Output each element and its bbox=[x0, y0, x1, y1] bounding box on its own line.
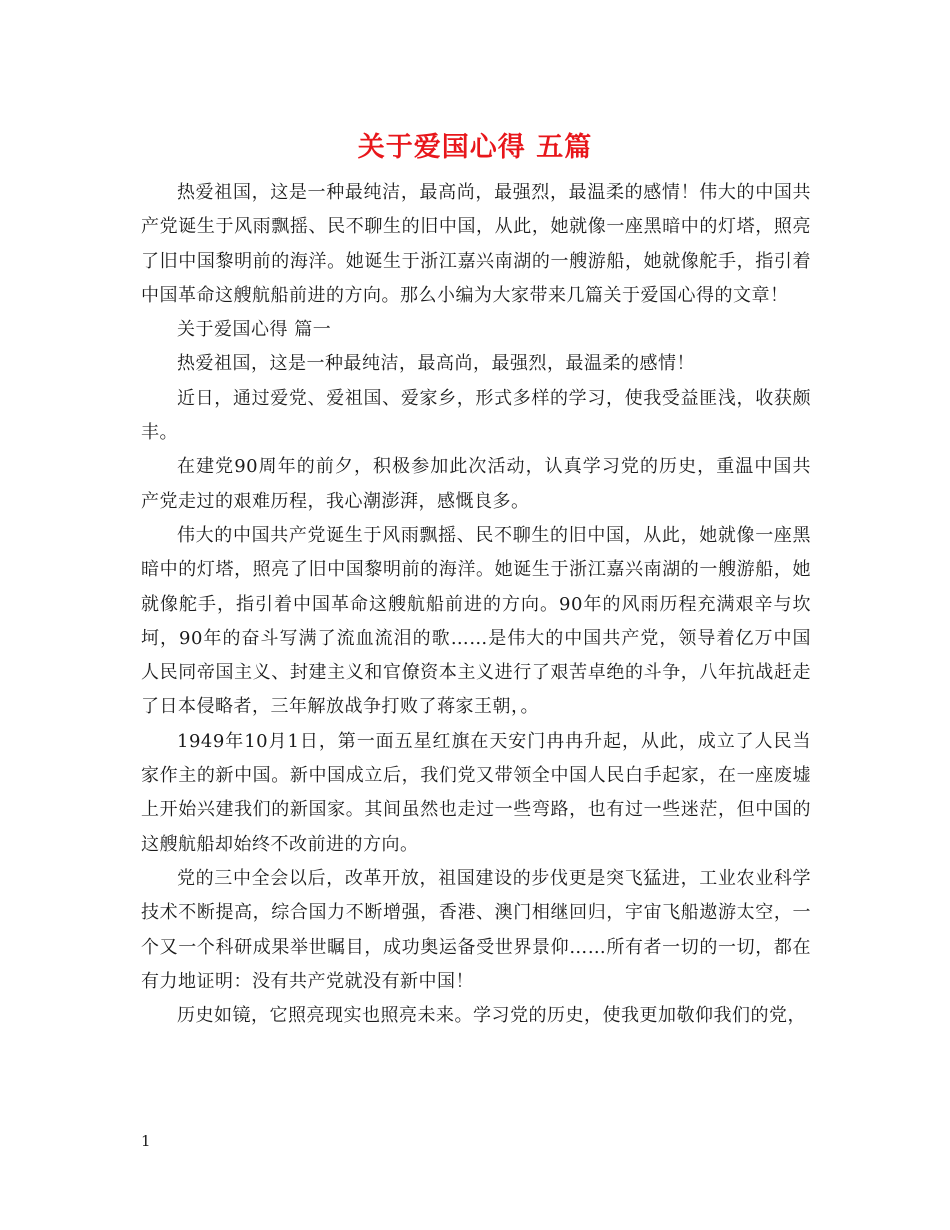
body-paragraph: 近日，通过爱党、爱祖国、爱家乡，形式多样的学习，使我受益匪浅，收获颇丰。 bbox=[141, 387, 811, 444]
body-paragraph: 伟大的中国共产党诞生于风雨飘摇、民不聊生的旧中国，从此，她就像一座黑暗中的灯塔，照亮了旧中国黎明前的海洋。她诞生于浙江嘉兴南湖的一艘游船，她就像舵手，指引着中国革命这艘航船前进的方向。90年的风雨历程充满艰辛与坎坷，90年的奋斗写满了流血流泪的歌……是伟大的中国共产党，领导着亿万中国人民同帝国主义、封建主义和官僚资本主义进行了艰苦卓绝的斗争，八年抗战赶走了日本侵略者，三年解放战争打败了蒋家王朝，。 bbox=[141, 524, 811, 718]
body-paragraph: 热爱祖国，这是一种最纯洁，最高尚，最强烈，最温柔的感情！ bbox=[177, 353, 695, 375]
section-heading: 关于爱国心得 篇一 bbox=[177, 319, 332, 341]
body-paragraph: 在建党90周年的前夕，积极参加此次活动，认真学习党的历史，重温中国共产党走过的艰难历程，我心潮澎湃，感慨良多。 bbox=[141, 456, 811, 512]
page-number: 1 bbox=[141, 1132, 151, 1150]
intro-paragraph: 热爱祖国，这是一种最纯洁，最高尚，最强烈，最温柔的感情！伟大的中国共产党诞生于风雨飘摇、民不聊生的旧中国，从此，她就像一座黑暗中的灯塔，照亮了旧中国黎明前的海洋。她诞生于浙江嘉兴南湖的一艘游船，她就像舵手，指引着中国革命这艘航船前进的方向。那么小编为大家带来几篇关于爱国心得的文章！ bbox=[141, 182, 811, 306]
body-paragraph: 1949年10月1日，第一面五星红旗在天安门冉冉升起，从此，成立了人民当家作主的新中国。新中国成立后，我们党又带领全中国人民白手起家，在一座废墟上开始兴建我们的新国家。其间虽然也走过一些弯路，也有过一些迷茫，但中国的这艘航船却始终不改前进的方向。 bbox=[141, 730, 811, 855]
body-paragraph: 党的三中全会以后，改革开放，祖国建设的步伐更是突飞猛进，工业农业科学技术不断提高，综合国力不断增强，香港、澳门相继回归，宇宙飞船遨游太空，一个又一个科研成果举世瞩目，成功奥运备受世界景仰……所有者一切的一切，都在有力地证明：没有共产党就没有新中国！ bbox=[141, 867, 811, 992]
body-paragraph: 历史如镜，它照亮现实也照亮未来。学习党的历史，使我更加敬仰我们的党， bbox=[177, 1005, 806, 1027]
document-title: 关于爱国心得 五篇 bbox=[357, 132, 593, 163]
document-body bbox=[141, 176, 811, 1033]
